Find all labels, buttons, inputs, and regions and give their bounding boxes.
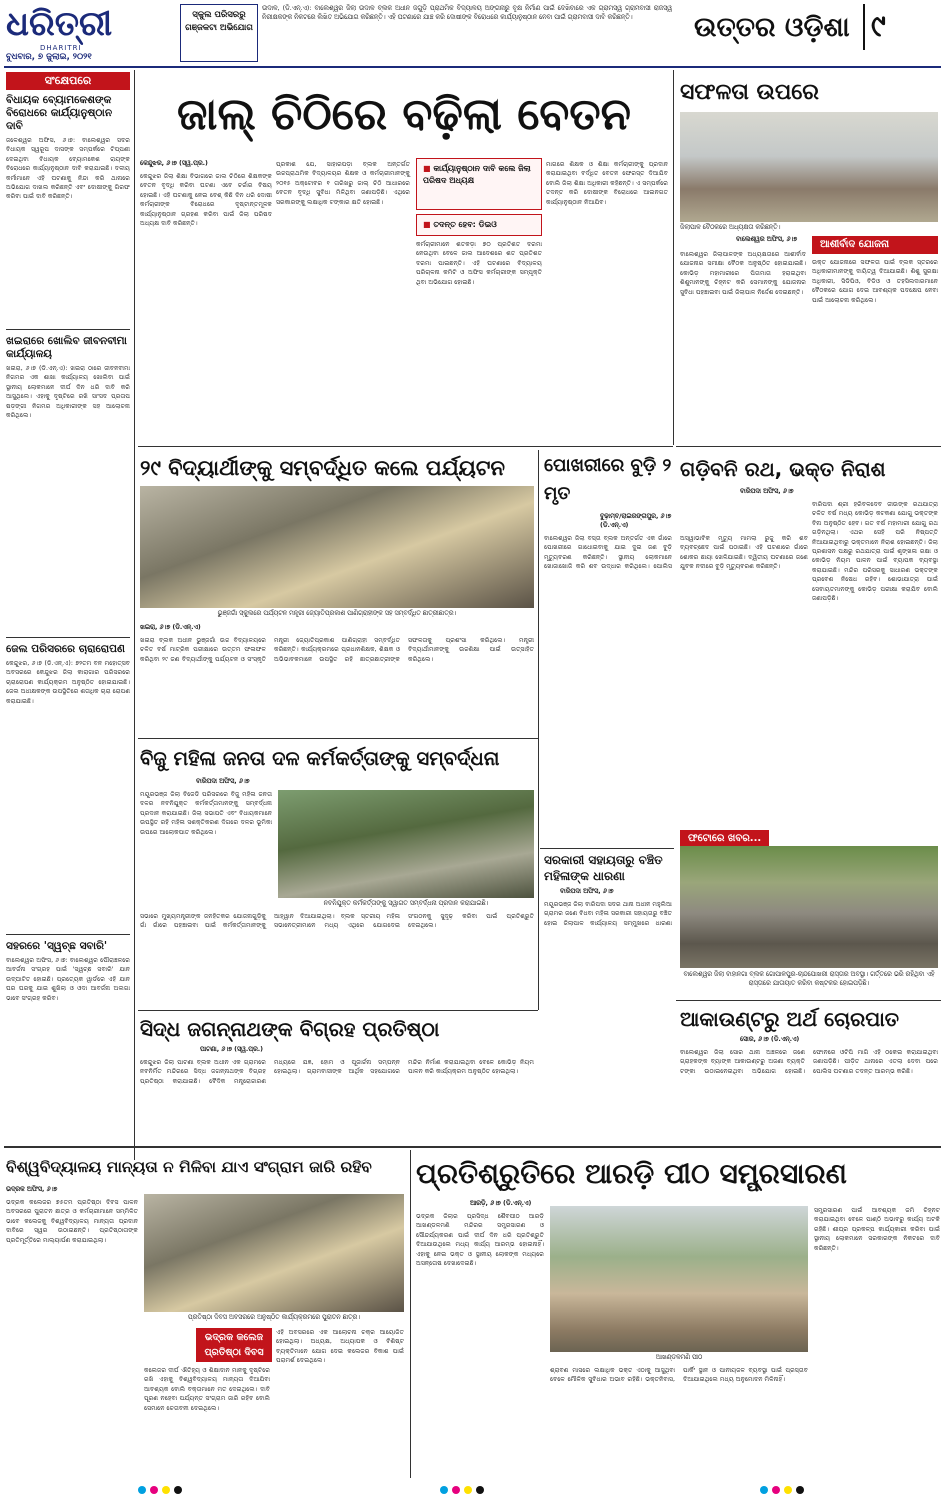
university-tag: ଭଦ୍ରକ କଲେଜ ପ୍ରତିଷ୍ଠା ଦିବସ [196, 1328, 272, 1362]
sarkari-headline: ସରକାରୀ ସହାୟତାରୁ ବଞ୍ଚିତ ମହିଳାଙ୍କ ଧାରଣା [544, 853, 663, 883]
cyan-dot [138, 1486, 146, 1494]
photo-news-label: ଫଟୋରେ ଖବର... [680, 830, 769, 848]
section-rule [138, 738, 538, 739]
akaunt-byline: ସୋର, ୬।୭ (ଡି.ଏନ୍.ଏ) [740, 1036, 800, 1043]
bullet-icon: ■ [423, 164, 434, 173]
section-rule [676, 1000, 941, 1001]
pokhari-headline: ପୋଖରୀରେ ବୁଡ଼ି ୨ ମୃତ [544, 455, 672, 504]
university-byline: ଭଦ୍ରକ ଅଫିସ, ୬।୭ [6, 1186, 58, 1193]
minister-photo-caption: ଭୁଞ୍ଜଗାଁ ସ୍କୁଲରେ ପର୍ଯ୍ୟଟନ ମନ୍ତ୍ରୀ ଜ୍ୟୋତିପ୍ରକାଶ ପାଣିଗ୍ରାହୀଙ୍କ ସହ ସମ୍ବର୍ଦ୍ଧିତ ଛାତ୍ରୀଛାତ୍ର। [217, 610, 457, 617]
meeting-photo [680, 112, 938, 222]
section-rule [676, 446, 941, 447]
right-top-body-1: ବାଲେଶ୍ୱର ଜିଲାପାଳଙ୍କ ଅଧ୍ୟକ୍ଷତାରେ ଆଶୀର୍ବାଦ ଯୋଜନାର ସମୀକ୍ଷା ବୈଠକ ଅନୁଷ୍ଠିତ ହୋଇଯାଇଛି। କୋଭିଡ଼ ମହାମାରୀରେ ପିତାମାତା ହରାଇଥିବା ଶିଶୁମାନଙ୍କୁ ଚିହ୍ନଟ କରି ସେମାନଙ୍କୁ ଯୋଜନାର ସୁବିଧା ପହଞ୍ଚାଇବା ପାଇଁ ଜିଲାପାଳ ନିର୍ଦ୍ଦେଶ ଦେଇଛନ୍ତି। [680, 251, 806, 296]
university-photo-caption: ପ୍ରତିଷ୍ଠା ଦିବସ ଅବସରରେ ଅନୁଷ୍ଠିତ କାର୍ଯ୍ୟକ୍ରମରେ ପୁରାତନ ଛାତ୍ର। [187, 1314, 361, 1321]
aradi-photo-caption: ଆଖଣ୍ଡଳମଣି ପୀଠ [655, 1354, 703, 1361]
section-rule [138, 1010, 538, 1011]
gadibani-body: ବାରିପଦା ଶ୍ରୀ ହରିବଳଦେବ ଜୀଉଙ୍କ ରଥଯାତ୍ରା ଚଳିତ ବର୍ଷ ମଧ୍ୟ କୋଭିଡ଼ କଟକଣା ଯୋଗୁ ଭକ୍ତଙ୍କ ବିନା ଅନୁଷ୍ଠିତ ହେବ। ଗତ ବର୍ଷ ମହାମାରୀ ଯୋଗୁ ରଥ ଗଡ଼ିନଥିଲା। ଏଥର ସେହି ପରି ନିଷ୍ପତ୍ତି ନିଆଯାଇଥିବାରୁ ଭକ୍ତମାନେ ନିରାଶ ହୋଇଛନ୍ତି। ଜିଲା ପ୍ରଶାସନ ପକ୍ଷରୁ ରଥଯାତ୍ରା ପାଇଁ ଶୃଙ୍ଖଳା ରକ୍ଷା ଓ କୋଭିଡ଼ ନିୟମ ପାଳନ ପାଇଁ ବ୍ୟାପକ ବ୍ୟବସ୍ଥା କରାଯାଇଛି। ମନ୍ଦିର ପରିସରକୁ ସାଧାରଣ ଭକ୍ତଙ୍କ ପ୍ରବେଶ ନିଷେଧ ରହିବ। ଶୋଭାଯାତ୍ରା ପାଇଁ ସେବାୟତମାନଙ୍କୁ କୋଭିଡ଼ ପରୀକ୍ଷା କରାଯିବ ବୋଲି ଜଣାପଡ଼ିଛି। [812, 501, 938, 603]
brief-title-1: ବିଧାୟକ ବ୍ୟୋମକେଶଙ୍କ ବିରୋଧରେ କାର୍ଯ୍ୟାନୁଷ୍ଠାନ ଦାବି [6, 94, 113, 132]
minister-headline: ୨୯ ବିଦ୍ୟାର୍ଥୀଙ୍କୁ ସମ୍ବର୍ଦ୍ଧିତ କଲେ ପର୍ଯ୍ୟଟନ [140, 456, 505, 480]
minister-body: ଖଇରା ବ୍ଲକ ଅଧୀନ ଭୁଞ୍ଜଗାଁ ଉଚ୍ଚ ବିଦ୍ୟାଳୟରେ ଚଳିତ ବର୍ଷ ମାଟ୍ରିକ ପରୀକ୍ଷାରେ ଉତ୍ତମ ଫଳାଫଳ କରିଥିବା ୨୯ ଜଣ ବିଦ୍ୟାର୍ଥୀଙ୍କୁ ପର୍ଯ୍ୟଟନ ଓ ସଂସ୍କୃତି ମନ୍ତ୍ରୀ ଜ୍ୟୋତିପ୍ରକାଶ ପାଣିଗ୍ରାହୀ ସମ୍ବର୍ଦ୍ଧିତ କରିଛନ୍ତି। କାର୍ଯ୍ୟକ୍ରମରେ ପ୍ରଧାନଶିକ୍ଷକ, ଶିକ୍ଷକ ଓ ଅଭିଭାବକମାନେ ଉପସ୍ଥିତ ରହି ଛାତ୍ରଛାତ୍ରୀଙ୍କ ସଫଳତାକୁ ପ୍ରଶଂସା କରିଥିଲେ। ମନ୍ତ୍ରୀ ବିଦ୍ୟାର୍ଥୀମାନଙ୍କୁ ଉଚ୍ଚଶିକ୍ଷା ପାଇଁ ଉତ୍ସାହିତ କରିଥିଲେ। [140, 637, 534, 663]
ad-text: ଉଦାଳ, (ଡି.ଏନ୍.ଏ): ବାଲେଶ୍ୱର ଜିଲା ଉଦାଳ ବ୍ଲକ ଅଧୀନ ଜଗୁଡ଼ି ପ୍ରାଥମିକ ବିଦ୍ୟାଳୟ ଅଙ୍ଗନାରୁ ବୃକ୍ଷ ନିର୍ମାଣ ପାଇଁ ଦେଖିବାରେ ଏକ ଗ୍ରାମସ୍ୱ ଗ୍ରାମବାସୀ ରାଜସ୍ୱ ନିରୀକ୍ଷକଙ୍କ ନିକଟରେ ଲିଖିତ ଅଭିଯୋଗ କରିଛନ୍ତି। ଏହି ଘଟଣାରେ ଯାଞ୍ଚ କରି ଦୋଷୀଙ୍କ ବିରୋଧରେ କାର୍ଯ୍ୟାନୁଷ୍ଠାନ ନେବା ପାଇଁ ଗ୍ରାମବାସୀ ଦାବି କରିଛନ୍ତି। [262, 5, 672, 22]
university-body-2: କଲେଜର ଦୀର୍ଘ ଐତିହ୍ୟ ଓ ଶିକ୍ଷାଦାନ ମାନକୁ ଦୃଷ୍ଟିରେ ରଖି ଏହାକୁ ବିଶ୍ୱବିଦ୍ୟାଳୟ ମାନ୍ୟତା ଦିଆଯିବା ଆବଶ୍ୟକ ବୋଲି ବକ୍ତାମାନେ ମତ ଦେଇଥିଲେ। ଦାବି ପୂରଣ ନହେବା ପର୍ଯ୍ୟନ୍ତ ସଂଗ୍ରାମ ଜାରି ରହିବ ବୋଲି ସେମାନେ ଚେତାବନୀ ଦେଇଥିଲେ। [144, 1367, 270, 1412]
biju-headline: ବିଜୁ ମହିଳା ଜନତା ଦଳ କର୍ମକର୍ତ୍ତାଙ୍କୁ ସମ୍ବର୍ଦ୍ଧନା [140, 747, 500, 770]
column-rule [538, 450, 539, 1010]
masthead-rule [4, 66, 941, 68]
university-body-1: ଭଦ୍ରକ କଲେଜର ୭୫ତମ ପ୍ରତିଷ୍ଠା ଦିବସ ପାଳନ ଅବସରରେ ପୁରାତନ ଛାତ୍ର ଓ କର୍ମଚାରୀମାନେ ସମ୍ମିଳିତ ଭାବେ କଲେଜକୁ ବିଶ୍ୱବିଦ୍ୟାଳୟ ମାନ୍ୟତା ପ୍ରଦାନ ଦାବିରେ ସ୍ୱର ଉଠାଇଛନ୍ତି। ପ୍ରତିଷ୍ଠାତାଙ୍କ ପ୍ରତିମୂର୍ତ୍ତିରେ ମାଲ୍ୟାର୍ପଣ କରାଯାଇଥିଲା। [6, 1199, 138, 1244]
gadibani-headline: ଗଡ଼ିବନି ରଥ, ଭକ୍ତ ନିରାଶ [680, 457, 886, 481]
yellow-dot [464, 1486, 472, 1494]
column-rule [673, 70, 674, 445]
aradi-body-3: ସମ୍ପ୍ରସାରଣ ପାଇଁ ଆବଶ୍ୟକ ଜମି ଚିହ୍ନଟ କରାଯାଇଥିବା ବେଳେ ପାଣ୍ଠି ଅଭାବରୁ କାର୍ଯ୍ୟ ଅଟକି ରହିଛି। ଶୀଘ୍ର ପ୍ରକଳ୍ପ କାର୍ଯ୍ୟକାରୀ କରିବା ପାଇଁ ସ୍ଥାନୀୟ ଲୋକମାନେ ସରକାରଙ୍କ ନିକଟରେ ଦାବି କରିଛନ୍ତି। [814, 1207, 940, 1252]
magenta-dot [150, 1486, 158, 1494]
section-rule [138, 446, 673, 447]
temple-photo [550, 1206, 808, 1352]
photo-news-caption: ବାଲେଶ୍ୱର ଜିଲା ବାହାନଗା ବ୍ଲକ ଗୋପାଳପୁର-ଚାନ୍ଦପୋଖରୀ ରାସ୍ତାର ଅବସ୍ଥା। ଗର୍ତ୍ତରେ ଭରି ରହିଥିବା ଏହି ରାସ୍ତାରେ ଯାତାୟାତ କରିବା କଷ୍ଟକର ହୋଇପଡ଼ିଛି। [683, 971, 935, 987]
lead-callout-1 [416, 158, 542, 210]
brief-title-4: ସହରରେ 'ସ୍ୱଚ୍ଛ ସବାରି' [6, 940, 108, 952]
lead-body-4: ମାଗରେ ଶିକ୍ଷକ ଓ ଶିକ୍ଷା କର୍ମଚାରୀଙ୍କୁ ପ୍ରଦାନ କରାଯାଇଥିବା ବର୍ଦ୍ଧିତ ବେତନ ଫେରସ୍ତ ଦିଆଯିବ ବୋଲି ଜିଲା ଶିକ୍ଷା ଅଧିକାରୀ କହିଛନ୍ତି। ଏ ସମ୍ପର୍କରେ ତଦନ୍ତ କରି ଦୋଷୀଙ୍କ ବିରୋଧରେ ଆଇନଗତ କାର୍ଯ୍ୟାନୁଷ୍ଠାନ ନିଆଯିବ। [546, 161, 668, 206]
lead-body-2: ପ୍ରକାଶ ଯେ, ସାହାରପଡ଼ା ବ୍ଲକ ଅନ୍ତର୍ଗତ ଉଚ୍ଚପ୍ରାଥମିକ ବିଦ୍ୟାଳୟର ଶିକ୍ଷକ ଓ କର୍ମଚାରୀମାନଙ୍କୁ ୨୦୧୫ ଅକ୍ଟୋବର ୧ ତାରିଖରୁ ଜାଲ୍ ଚିଠି ଆଧାରରେ ବେତନ ବୃଦ୍ଧି ସୁବିଧା ମିଳିଥିବା ଜଣାପଡ଼ିଛି। ଏଥିରେ ସରକାରଙ୍କୁ ଲକ୍ଷାଧିକ ଟଙ୍କାର କ୍ଷତି ହୋଇଛି। [276, 161, 410, 206]
pokhari-body: ବାଲେଶ୍ୱର ଜିଲା ବସ୍ତା ବ୍ଲକ ଅନ୍ତର୍ଗତ ଏକ ଗାଁରେ ପୋଖରୀରେ ଗାଧୋଇବାକୁ ଯାଇ ଦୁଇ ଜଣ ବୁଡ଼ି ମୃତ୍ୟୁବରଣ କରିଛନ୍ତି। ସ୍ଥାନୀୟ ଲୋକମାନେ ଖୋଜାଖୋଜି କରି ଶବ ଉଦ୍ଧାର କରିଥିଲେ। ପୋଲିସ ଅସ୍ୱାଭାବିକ ମୃତ୍ୟୁ ମାମଲା ରୁଜୁ କରି ଶବ ବ୍ୟବଚ୍ଛେଦ ପାଇଁ ପଠାଇଛି। ଏହି ଘଟଣାରେ ଗାଁରେ ଶୋକର ଛାୟା ଖେଳିଯାଇଛି। ଦ୍ୱିତୀୟ ଘଟଣାରେ ଜଣେ ଯୁବକ ନଦୀରେ ବୁଡ଼ି ମୃତ୍ୟୁବରଣ କରିଛନ୍ତି। [544, 535, 808, 571]
aradi-body-2: ଶ୍ରାବଣ ମାସରେ ଲକ୍ଷାଧିକ ଭକ୍ତ ଏଠାକୁ ଆସୁଥିବା ବେଳେ ମୌଳିକ ସୁବିଧାର ଅଭାବ ରହିଛି। ଭକ୍ତନିବାସ, ପାର୍କିଂ ସ୍ଥାନ ଓ ପାନୀୟଜଳ ବ୍ୟବସ୍ଥା ପାଇଁ ପ୍ରସ୍ତାବ ଦିଆଯାଇଥିଲେ ମଧ୍ୟ ଅନୁମୋଦନ ମିଳିନାହିଁ। [550, 1367, 808, 1384]
lead-byline: କେନ୍ଦୁଝର, ୬।୭ (ସ୍ୱ.ପ୍ର.) [140, 160, 208, 167]
section-rule [540, 848, 674, 849]
gadibani-byline: ବାରିପଦା ଅଫିସ, ୬।୭ [740, 488, 794, 495]
bullet-icon: ■ [423, 220, 434, 229]
minister-byline: ଖଇରା, ୬।୭ (ଡି.ଏନ୍.ଏ) [140, 624, 201, 631]
biju-byline: ବାରିପଦା ଅଫିସ, ୬।୭ [196, 778, 250, 785]
siddha-byline: ପାଟଣା, ୬।୭ (ସ୍ୱ.ପ୍ର.) [200, 1046, 264, 1053]
lead-body-1: କେନ୍ଦୁଝର ଜିଲା ଶିକ୍ଷା ବିଭାଗରେ ଜାଲ ଚିଠିରେ ଶିକ୍ଷକଙ୍କ ବେତନ ବୃଦ୍ଧି କରିବା ଘଟଣା ଏବେ ଚର୍ଚ୍ଚାର ବିଷୟ ହୋଇଛି। ଏହି ଘଟଣାକୁ ନେଇ ବେଶ୍ କିଛି ଦିନ ଧରି ଦୋଷୀ କର୍ମଚାରୀଙ୍କ ବିରୋଧରେ ଦୃଷ୍ଟାନ୍ତମୂଳକ କାର୍ଯ୍ୟାନୁଷ୍ଠାନ ଗ୍ରହଣ କରିବା ପାଇଁ ଜିଲା ପରିଷଦ ଅଧ୍ୟକ୍ଷ ଦାବି କରିଛନ୍ତି। [140, 173, 272, 228]
right-top-byline: ବାଲେଶ୍ୱର ଅଫିସ, ୬।୭ [736, 236, 798, 243]
road-photo [680, 846, 938, 968]
brief-divider [6, 934, 130, 935]
right-top-headline: ସଫଳତା ଉପରେ [680, 80, 819, 105]
brief-body-4: ବାଲେଶ୍ୱର ଅଫିସ, ୬।୭: ବାଲେଶ୍ୱର ପୌରାଞ୍ଚଳରେ ଆବର୍ଜନା ସଂଗ୍ରହ ପାଇଁ 'ସ୍ୱଚ୍ଛ ସବାରି' ଯାନ ଉଦ୍‌ଘାଟିତ ହୋଇଛି। ପ୍ରତ୍ୟେକ ୱାର୍ଡରେ ଏହି ଯାନ ଘର ଘରକୁ ଯାଇ ଶୁଖିଲା ଓ ଓଦା ଆବର୍ଜନା ଅଲଗା ଭାବେ ସଂଗ୍ରହ କରିବ। [6, 957, 130, 1002]
black-dot [174, 1486, 182, 1494]
yellow-dot [162, 1486, 170, 1494]
page-header [694, 4, 939, 62]
lead-body-3: କର୍ମଚାରୀମାନେ ଶତକଡ଼ା ୭୦ ପ୍ରତିଶତ ଦରମା ନେଉଥିବା ବେଳେ ଜାଲ ଆଦେଶରେ ଶତ ପ୍ରତିଶତ ଦରମା ପାଇଛନ୍ତି। ଏହି ଘଟଣାରେ ବିଦ୍ୟାଳୟ ପରିଚାଳନା କମିଟି ଓ ଅଫିସ କର୍ମଚାରୀଙ୍କ ସମ୍ପୃକ୍ତି ଥିବା ଅଭିଯୋଗ ହୋଇଛି। [416, 241, 542, 286]
magenta-dot [452, 1486, 460, 1494]
cyan-dot [440, 1486, 448, 1494]
lead-callout-2 [416, 214, 542, 236]
siddha-body: କେନ୍ଦୁଝର ଜିଲା ପାଟଣା ବ୍ଲକ ଅଧୀନ ଏକ ଗ୍ରାମରେ ନବନିର୍ମିତ ମନ୍ଦିରରେ ସିଦ୍ଧ ଜଗନ୍ନାଥଙ୍କ ବିଗ୍ରହ ପ୍ରତିଷ୍ଠା କରାଯାଇଛି। ବୈଦିକ ମନ୍ତ୍ରୋଚ୍ଚାରଣ ମଧ୍ୟରେ ଯଜ୍ଞ, ହୋମ ଓ ପୂଜାର୍ଚ୍ଚନା ସମ୍ପନ୍ନ ହୋଇଥିଲା। ଗ୍ରାମବାସୀଙ୍କ ଆର୍ଥିକ ସହଯୋଗରେ ମନ୍ଦିର ନିର୍ମାଣ କରାଯାଇଥିବା ବେଳେ କୋଭିଡ଼ ନିୟମ ପାଳନ କରି କାର୍ଯ୍ୟକ୍ରମ ଅନୁଷ୍ଠିତ ହୋଇଥିଲା। [140, 1059, 534, 1085]
right-top-tag: ଆଶୀର୍ବାଦ ଯୋଜନା [812, 236, 938, 254]
magenta-dot [772, 1486, 780, 1494]
cyan-dot [760, 1486, 768, 1494]
lead-headline: ଜାଲ୍ ଚିଠିରେ ବଢ଼ିଲା ବେତନ [177, 89, 631, 140]
brief-divider [6, 637, 130, 638]
biju-body-1: ମୟୂରଭଞ୍ଜ ଜିଲା ବିଜେଡି ପରିସରରେ ବିଜୁ ମହିଳା ଜନତା ଦଳର ନବନିଯୁକ୍ତ କର୍ମକର୍ତ୍ତାମାନଙ୍କୁ ସମ୍ବର୍ଦ୍ଧନା ପ୍ରଦାନ କରାଯାଇଛି। ଜିଲା ସଭାପତି ଏବଂ ବିଧାୟକମାନେ ଉପସ୍ଥିତ ରହି ମହିଳା ସଶକ୍ତିକରଣ ଦିଗରେ ଦଳର ଭୂମିକା ଉପରେ ଆଲୋକପାତ କରିଥିଲେ। [140, 791, 272, 836]
section-tag-brief: ସଂକ୍ଷେପରେ [6, 72, 130, 90]
aradi-body-1: ଭଦ୍ରକ ଜିଲାର ପ୍ରସିଦ୍ଧ ଶୈବପୀଠ ଆରଡ଼ି ଆଖଣ୍ଡଳମଣି ମନ୍ଦିରର ସମ୍ପ୍ରସାରଣ ଓ ସୌନ୍ଦର୍ଯ୍ୟକରଣ ପାଇଁ ଦୀର୍ଘ ଦିନ ଧରି ପ୍ରତିଶ୍ରୁତି ଦିଆଯାଉଥିଲେ ମଧ୍ୟ କାର୍ଯ୍ୟ ଆରମ୍ଭ ହୋଇନାହିଁ। ଏହାକୁ ନେଇ ଭକ୍ତ ଓ ସ୍ଥାନୀୟ ଲୋକଙ୍କ ମଧ୍ୟରେ ଅସନ୍ତୋଷ ଦେଖାଦେଇଛି। [416, 1213, 544, 1268]
ad-label-box: ସ୍କୁଲ ପରିସରରୁ ଗଞ୍ଜକଟା ଅଭିଯୋଗ [180, 4, 258, 62]
brief-body-3: କେନ୍ଦୁଝର, ୬।୭ (ଡି.ଏନ୍.ଏ): ୭୨ତମ ବନ ମହୋତ୍ସବ ଅବସରରେ କେନ୍ଦୁଝର ଜିଲା କାରାଗାର ପରିସରରେ ଚାରାରୋପଣ କାର୍ଯ୍ୟକ୍ରମ ଅନୁଷ୍ଠିତ ହୋଇଯାଇଛି। ଜେଲ ଅଧୀକ୍ଷକଙ୍କ ଉପସ୍ଥିତିରେ ଶତାଧିକ ଚାରା ରୋପଣ କରାଯାଇଛି। [6, 660, 130, 705]
right-top-body-2: ଉକ୍ତ ଯୋଜନାରେ ସଫଳତା ପାଇଁ ବ୍ଲକ ସ୍ତରରେ ଅଧିକାରୀମାନଙ୍କୁ ଦାୟିତ୍ୱ ଦିଆଯାଇଛି। ଶିଶୁ ସୁରକ୍ଷା ଅଧିକାରୀ, ସିଡିପିଓ, ବିଡିଓ ଓ ତହସିଲଦାରମାନେ ବୈଠକରେ ଯୋଗ ଦେଇ ଆବଶ୍ୟକ ପଦକ୍ଷେପ ନେବା ପାଇଁ ଆଲୋଚନା କରିଥିଲେ। [812, 259, 938, 304]
brief-divider [6, 329, 130, 330]
page-number: ୯ [863, 4, 886, 50]
right-top-photo-caption: ଜିଲାପାଳ ବୈଠକରେ ଅଧ୍ୟକ୍ଷତା କରିଛନ୍ତି। [680, 224, 781, 231]
brief-title-3: ଜେଲ ପରିସରରେ ଚାରାରୋପଣ [6, 643, 125, 655]
column-rule [410, 1150, 411, 1478]
biju-photo [278, 790, 534, 898]
page-title: ଉତ୍ତର ଓଡ଼ିଶା [694, 12, 850, 43]
photo-news-tag [680, 826, 938, 844]
brief-body-1: ଜଳେଶ୍ୱର ଅଫିସ, ୬।୭: ବାଲେଶ୍ୱର ସଦର ବିଧାୟକ ସ୍ୱରୂପ ଦାସଙ୍କ ସମ୍ପର୍କରେ ଟିପ୍ପଣୀ ଦେଇଥିବା ବିଧାୟକ ବ୍ୟୋମକେଶ ରାୟଙ୍କ ବିରୋଧରେ କାର୍ଯ୍ୟାନୁଷ୍ଠାନ ଦାବି କରାଯାଇଛି। ଦଳୀୟ କର୍ମୀମାନେ ଏହି ଘଟଣାକୁ ନିନ୍ଦା କରି ଥାନାରେ ଅଭିଯୋଗ ଦାଖଲ କରିଛନ୍ତି ଏବଂ ଦୋଷୀଙ୍କୁ ଗିରଫ କରିବା ପାଇଁ ଦାବି କରିଛନ୍ତି। [6, 137, 130, 201]
sarkari-byline: ବାରିପଦା ଅଫିସ, ୬।୭ [560, 888, 614, 895]
students-photo [140, 486, 534, 608]
aradi-byline: ଆରଡ଼ି, ୬।୭ (ଡି.ଏନ୍.ଏ) [470, 1200, 532, 1207]
yellow-dot [784, 1486, 792, 1494]
dateline: ବୁଧବାର, ୭ ଜୁଲାଇ, ୨୦୨୧ [6, 52, 92, 62]
logo-subtitle: DHARITRI [40, 44, 82, 52]
brief-body-2: ଖଇରା, ୬।୭ (ଡି.ଏନ୍.ଏ): ଖଇରା ଠାରେ ଜୀବନବୀମା ନିଗମର ଏକ ଶାଖା କାର୍ଯ୍ୟାଳୟ ଖୋଲିବା ପାଇଁ ସ୍ଥାନୀୟ ଲୋକମାନେ ଦୀର୍ଘ ଦିନ ଧରି ଦାବି କରି ଆସୁଥିଲେ। ଏହାକୁ ଦୃଷ୍ଟିରେ ରଖି ସାଂସଦ ପ୍ରତାପ ଷଡ଼ଙ୍ଗୀ ନିଗମର ଅଧିକାରୀଙ୍କ ସହ ଆଲୋଚନା କରିଥିଲେ। [6, 365, 130, 420]
black-dot [476, 1486, 484, 1494]
biju-photo-caption: ନବନିଯୁକ୍ତ କର୍ମକର୍ତ୍ତାଙ୍କୁ ସ୍ୱାଗତ ସମ୍ବର୍ଦ୍ଧନା ପ୍ରଦାନ କରାଯାଇଛି। [323, 900, 489, 907]
brief-title-2: ଖଇରାରେ ଖୋଲିବ ଜୀବନବୀମା କାର୍ଯ୍ୟାଳୟ [6, 335, 127, 360]
pokhari-byline: ବୁଢ଼ାମ୍ବ/ରାଇରଙ୍ଗପୁର, ୬।୭ (ଡି.ଏନ୍.ଏ) [600, 513, 672, 529]
logo-wordmark: ଧରିତ୍ରୀ [6, 4, 113, 44]
college-photo [144, 1194, 404, 1312]
akaunt-body: ବାଲେଶ୍ୱର ଜିଲା ସୋର ଥାନା ଅଞ୍ଚଳରେ ଜଣେ ଗ୍ରାହକଙ୍କ ବ୍ୟାଙ୍କ ଆକାଉଣ୍ଟରୁ ଅଜଣା ବ୍ୟକ୍ତି ଟଙ୍କା ଉଠାଇନେଇଥିବା ଅଭିଯୋଗ ହୋଇଛି। ଫୋନରେ ଓଟିପି ମାଗି ଏହି ଠକେଇ କରାଯାଇଥିବା ଜଣାପଡ଼ିଛି। ପୀଡ଼ିତ ଥାନାରେ ଏତଲା ଦେବା ପରେ ପୋଲିସ ଘଟଣାର ତଦନ୍ତ ଆରମ୍ଭ କରିଛି। [680, 1049, 938, 1075]
print-registration-marks [0, 1482, 945, 1498]
lead-callout-1-text: କାର୍ଯ୍ୟାନୁଷ୍ଠାନ ଦାବି କଲେ ଜିଲା ପରିଷଦ ଅଧ୍ୟକ୍ଷ [423, 164, 531, 185]
aradi-headline: ପ୍ରତିଶ୍ରୁତିରେ ଆରଡ଼ି ପୀଠ ସମ୍ପ୍ରସାରଣ [416, 1157, 847, 1190]
university-headline: ବିଶ୍ୱବିଦ୍ୟାଳୟ ମାନ୍ୟତା ନ ମିଳିବା ଯାଏ ସଂଗ୍ରାମ ଜାରି ରହିବ [6, 1158, 372, 1176]
black-dot [796, 1486, 804, 1494]
sarkari-body: ମୟୂରଭଞ୍ଜ ଜିଲା ବାରିପଦା ସଦର ଥାନା ଅଧୀନ ମହୁଲିଆ ଗ୍ରାମର ଜଣେ ବିଧବା ମହିଳା ସରକାରୀ ସହାୟତାରୁ ବଞ୍ଚିତ ହୋଇ ଜିଲାପାଳ କାର୍ଯ୍ୟାଳୟ ସମ୍ମୁଖରେ ଧାରଣା [544, 901, 672, 927]
biju-body-2: ସଭାରେ ମୁଖ୍ୟମନ୍ତ୍ରୀଙ୍କ ଜନହିତକର ଯୋଜନାଗୁଡ଼ିକୁ ଗାଁ ଗାଁରେ ପହଞ୍ଚାଇବା ପାଇଁ କର୍ମକର୍ତ୍ତାମାନଙ୍କୁ ଆହ୍ୱାନ ଦିଆଯାଇଥିଲା। ବ୍ଲକ ସ୍ତରୀୟ ମହିଳା ସଭାନେତ୍ରୀମାନେ ମଧ୍ୟ ଏଥିରେ ଯୋଗଦେଇ ସଂଗଠନକୁ ସୁଦୃଢ଼ କରିବା ପାଇଁ ପ୍ରତିଶ୍ରୁତି ଦେଇଥିଲେ। [140, 913, 534, 930]
university-body-3: ଏହି ଅବସରରେ ଏକ ଆଲୋଚନା ଚକ୍ର ଆୟୋଜିତ ହୋଇଥିଲା। ଅଧ୍ୟକ୍ଷ, ଅଧ୍ୟାପକ ଓ ବିଶିଷ୍ଟ ବ୍ୟକ୍ତିମାନେ ଯୋଗ ଦେଇ କଲେଜର ବିକାଶ ପାଇଁ ପରାମର୍ଶ ଦେଇଥିଲେ। [276, 1329, 404, 1365]
column-rule [134, 70, 135, 1160]
akaunt-headline: ଆକାଉଣ୍ଟରୁ ଅର୍ଥ ଚୋରପାତ [680, 1007, 900, 1031]
lead-callout-2-text: ତଦନ୍ତ ହେବ: ଡିଇଓ [433, 220, 497, 229]
siddha-headline: ସିଦ୍ଧ ଜଗନ୍ନାଥଙ୍କ ବିଗ୍ରହ ପ୍ରତିଷ୍ଠା [140, 1017, 440, 1041]
section-rule [4, 1146, 941, 1148]
